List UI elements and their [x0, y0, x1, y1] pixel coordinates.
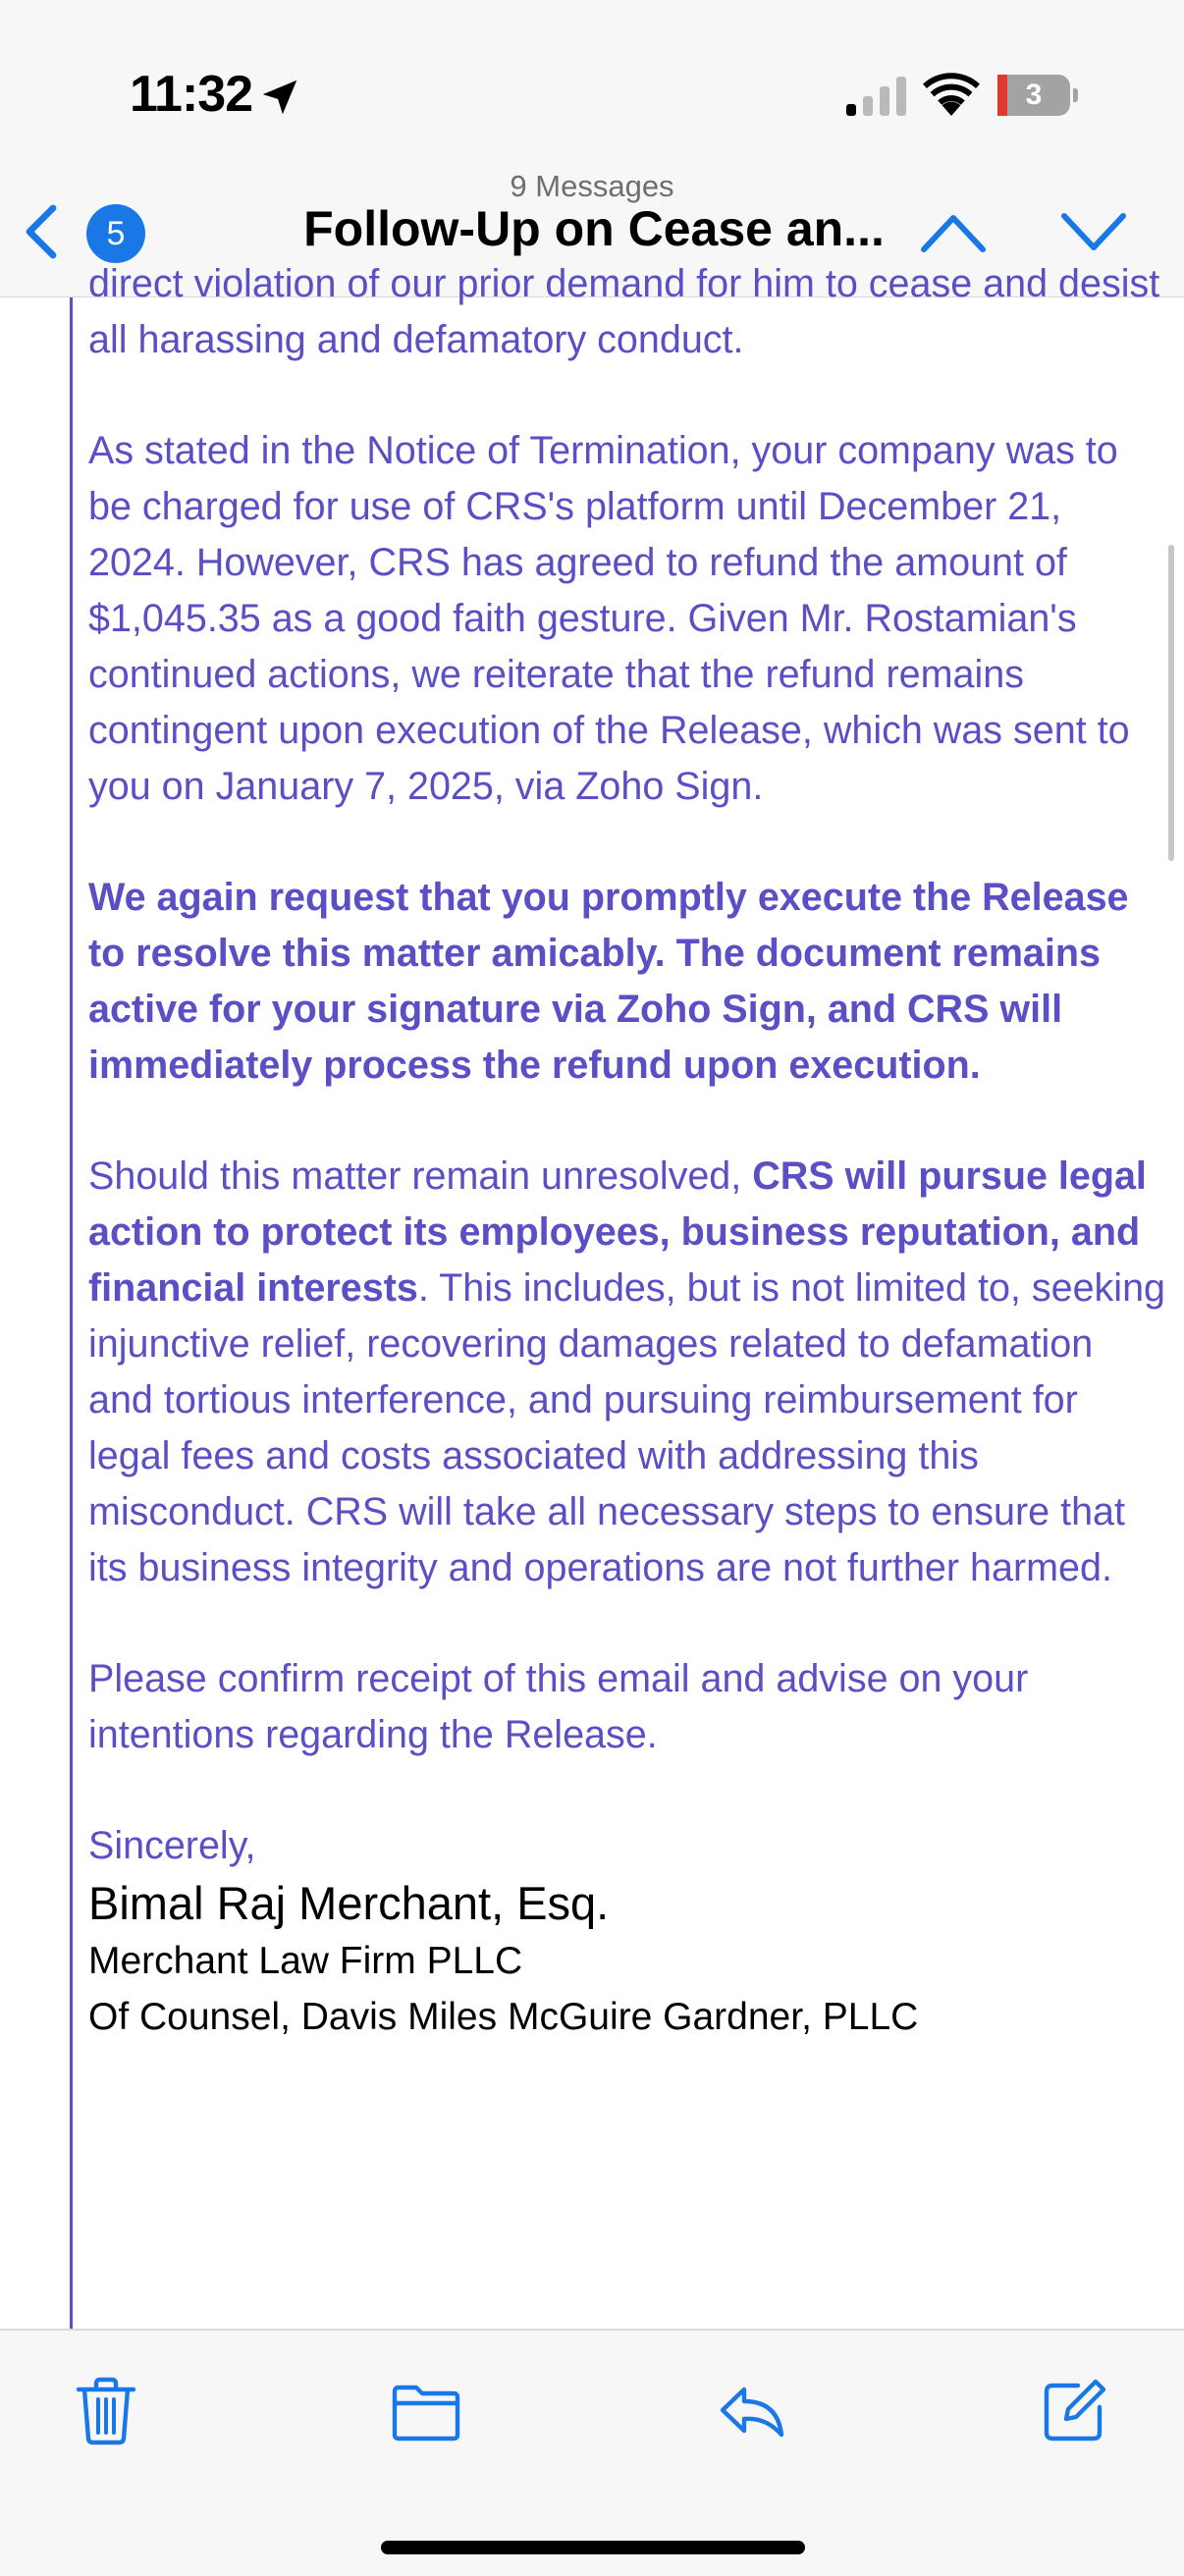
scrollbar[interactable] — [1168, 545, 1174, 861]
legal-action-intro: Should this matter remain unresolved, — [88, 1154, 753, 1198]
paragraph-confirm: Please confirm receipt of this email and advise on your intentions regarding the Release. — [88, 1657, 1029, 1756]
paragraph-request: We again request that you promptly execute the Release to resolve this matter amicably. The document remains active for your signature via Zoho Sign, and CRS will immediately process the refund upon execution. — [88, 876, 1129, 1087]
trash-icon — [67, 2372, 145, 2450]
unread-count-badge: 5 — [86, 204, 145, 263]
paragraph-violation: direct violation of our prior demand for him to cease and desist all harassing and defamatory conduct. — [88, 262, 1160, 361]
compose-button[interactable] — [1035, 2372, 1113, 2450]
delete-button[interactable] — [67, 2372, 145, 2450]
chevron-left-icon — [24, 204, 59, 259]
chevron-down-icon — [1058, 208, 1129, 257]
battery-body — [997, 75, 1070, 116]
next-message-button[interactable] — [1058, 208, 1129, 257]
signature-name: Bimal Raj Merchant, Esq. — [88, 1877, 610, 1929]
cellular-signal-icon — [846, 77, 907, 116]
status-time: 11:32 — [130, 66, 253, 123]
move-to-folder-button[interactable] — [387, 2372, 465, 2450]
reply-icon — [713, 2372, 791, 2450]
paragraph-legal-action — [88, 1149, 1168, 1596]
thread-title: Follow-Up on Cease an... — [303, 201, 885, 256]
legal-action-emphasis: CRS will pursue legal action to protect its employees, business reputation, and financial interests — [88, 1154, 1147, 1310]
reply-button[interactable] — [713, 2372, 791, 2450]
signoff: Sincerely, — [88, 1824, 256, 1867]
message-body — [88, 256, 1168, 2045]
compose-icon — [1035, 2372, 1113, 2450]
signature-block — [88, 1818, 1168, 2045]
previous-message-button[interactable] — [918, 208, 989, 257]
paragraph-refund: As stated in the Notice of Termination, your company was to be charged for use of CRS's platform until December 21, 2024. However, CRS has agreed to refund the amount of $1,045.35 as a good faith gesture. Given Mr. Rostamian's continued actions, we reiterate that the refund remains contingent upon execution of the Release, which was sent to you on January 7, 2025, via Zoho Sign. — [88, 429, 1130, 808]
folder-icon — [387, 2372, 465, 2450]
legal-action-details: . This includes, but is not limited to, seeking injunctive relief, recovering damages related to defamation and tortious interference, and pursuing reimbursement for legal fees and costs associated with addressing this misconduct. CRS will take all necessary steps to ensure that its business integrity and operations are not further harmed. — [88, 1266, 1166, 1589]
signature-counsel: Of Counsel, Davis Miles McGuire Gardner, PLLC — [88, 1996, 919, 2038]
quote-bar — [70, 297, 73, 2329]
home-indicator[interactable] — [381, 2541, 805, 2554]
chevron-up-icon — [918, 208, 989, 257]
message-viewport[interactable] — [0, 262, 1184, 2329]
wifi-icon — [923, 73, 980, 116]
signature-firm: Merchant Law Firm PLLC — [88, 1940, 523, 1982]
bottom-toolbar — [0, 2329, 1184, 2576]
message-count: 9 Messages — [510, 169, 674, 203]
battery-indicator — [997, 75, 1078, 116]
status-bar — [0, 0, 1184, 157]
battery-cap — [1073, 88, 1078, 102]
battery-level: 3 — [1025, 79, 1043, 111]
location-arrow-icon — [257, 75, 302, 120]
